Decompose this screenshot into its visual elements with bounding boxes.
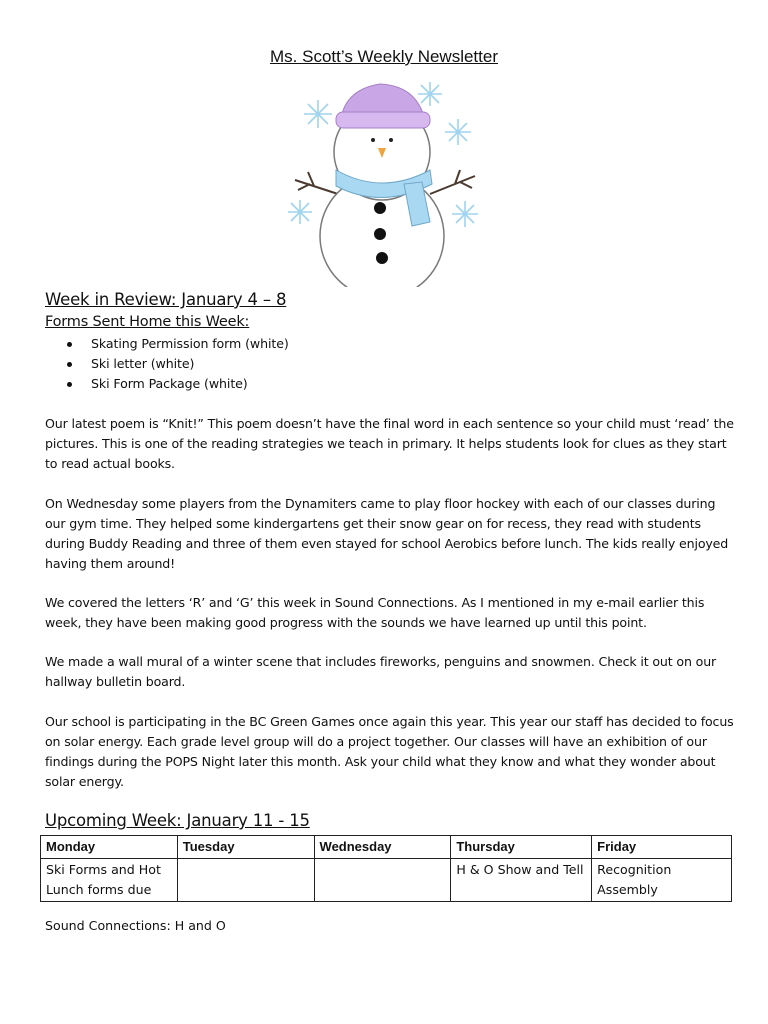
table-cell <box>314 859 451 902</box>
table-row <box>41 859 732 902</box>
column-header: Thursday <box>451 836 592 859</box>
sound-connections-note: Sound Connections: H and O <box>45 918 226 933</box>
column-header: Friday <box>592 836 732 859</box>
table-header-row <box>41 836 732 859</box>
column-header: Monday <box>41 836 178 859</box>
snowman-illustration <box>280 72 490 287</box>
mural-paragraph: We made a wall mural of a winter scene that includes fireworks, penguins and snowmen. Check it out on our hallway bulletin board. <box>45 654 717 689</box>
list-item: Skating Permission form (white) <box>91 334 289 354</box>
week-in-review-heading: Week in Review: January 4 – 8 <box>45 290 287 309</box>
upcoming-week-heading: Upcoming Week: January 11 - 15 <box>45 811 310 830</box>
list-item: Ski letter (white) <box>91 354 289 374</box>
table-cell: Ski Forms and Hot Lunch forms due <box>41 859 178 902</box>
list-item: Ski Form Package (white) <box>91 374 289 394</box>
forms-heading: Forms Sent Home this Week: <box>45 314 250 330</box>
table-cell: Recognition Assembly <box>592 859 732 902</box>
upcoming-week-table <box>40 835 732 902</box>
table-cell <box>177 859 314 902</box>
column-header: Tuesday <box>177 836 314 859</box>
green-games-paragraph: Our school is participating in the BC Green Games once again this year. This year our staff has decided to focus on solar energy. Each grade level group will do a project together. Our classes will have an exhibition of our findings during the POPS Night later this month. Ask your child what they know and what they wonder about solar energy. <box>45 714 734 789</box>
column-header: Wednesday <box>314 836 451 859</box>
poem-paragraph: Our latest poem is “Knit!” This poem doesn’t have the final word in each sentence so your child must ‘read’ the pictures. This is one of the reading strategies we teach in primary. It helps students look for clues as they start to read actual books. <box>45 416 734 471</box>
table-cell: H & O Show and Tell <box>451 859 592 902</box>
forms-list <box>45 334 289 394</box>
dynamiters-paragraph: On Wednesday some players from the Dynamiters came to play floor hockey with each of our classes during our gym time. They helped some kindergartens get their snow gear on for recess, they read with students during Buddy Reading and three of them even stayed for school Aerobics before lunch. The kids really enjoyed having them around! <box>45 496 729 571</box>
page-title: Ms. Scott’s Weekly Newsletter <box>270 47 498 66</box>
sound-connections-paragraph: We covered the letters ‘R’ and ‘G’ this week in Sound Connections. As I mentioned in my e-mail earlier this week, they have been making good progress with the sounds we have learned up until this point. <box>45 595 705 630</box>
